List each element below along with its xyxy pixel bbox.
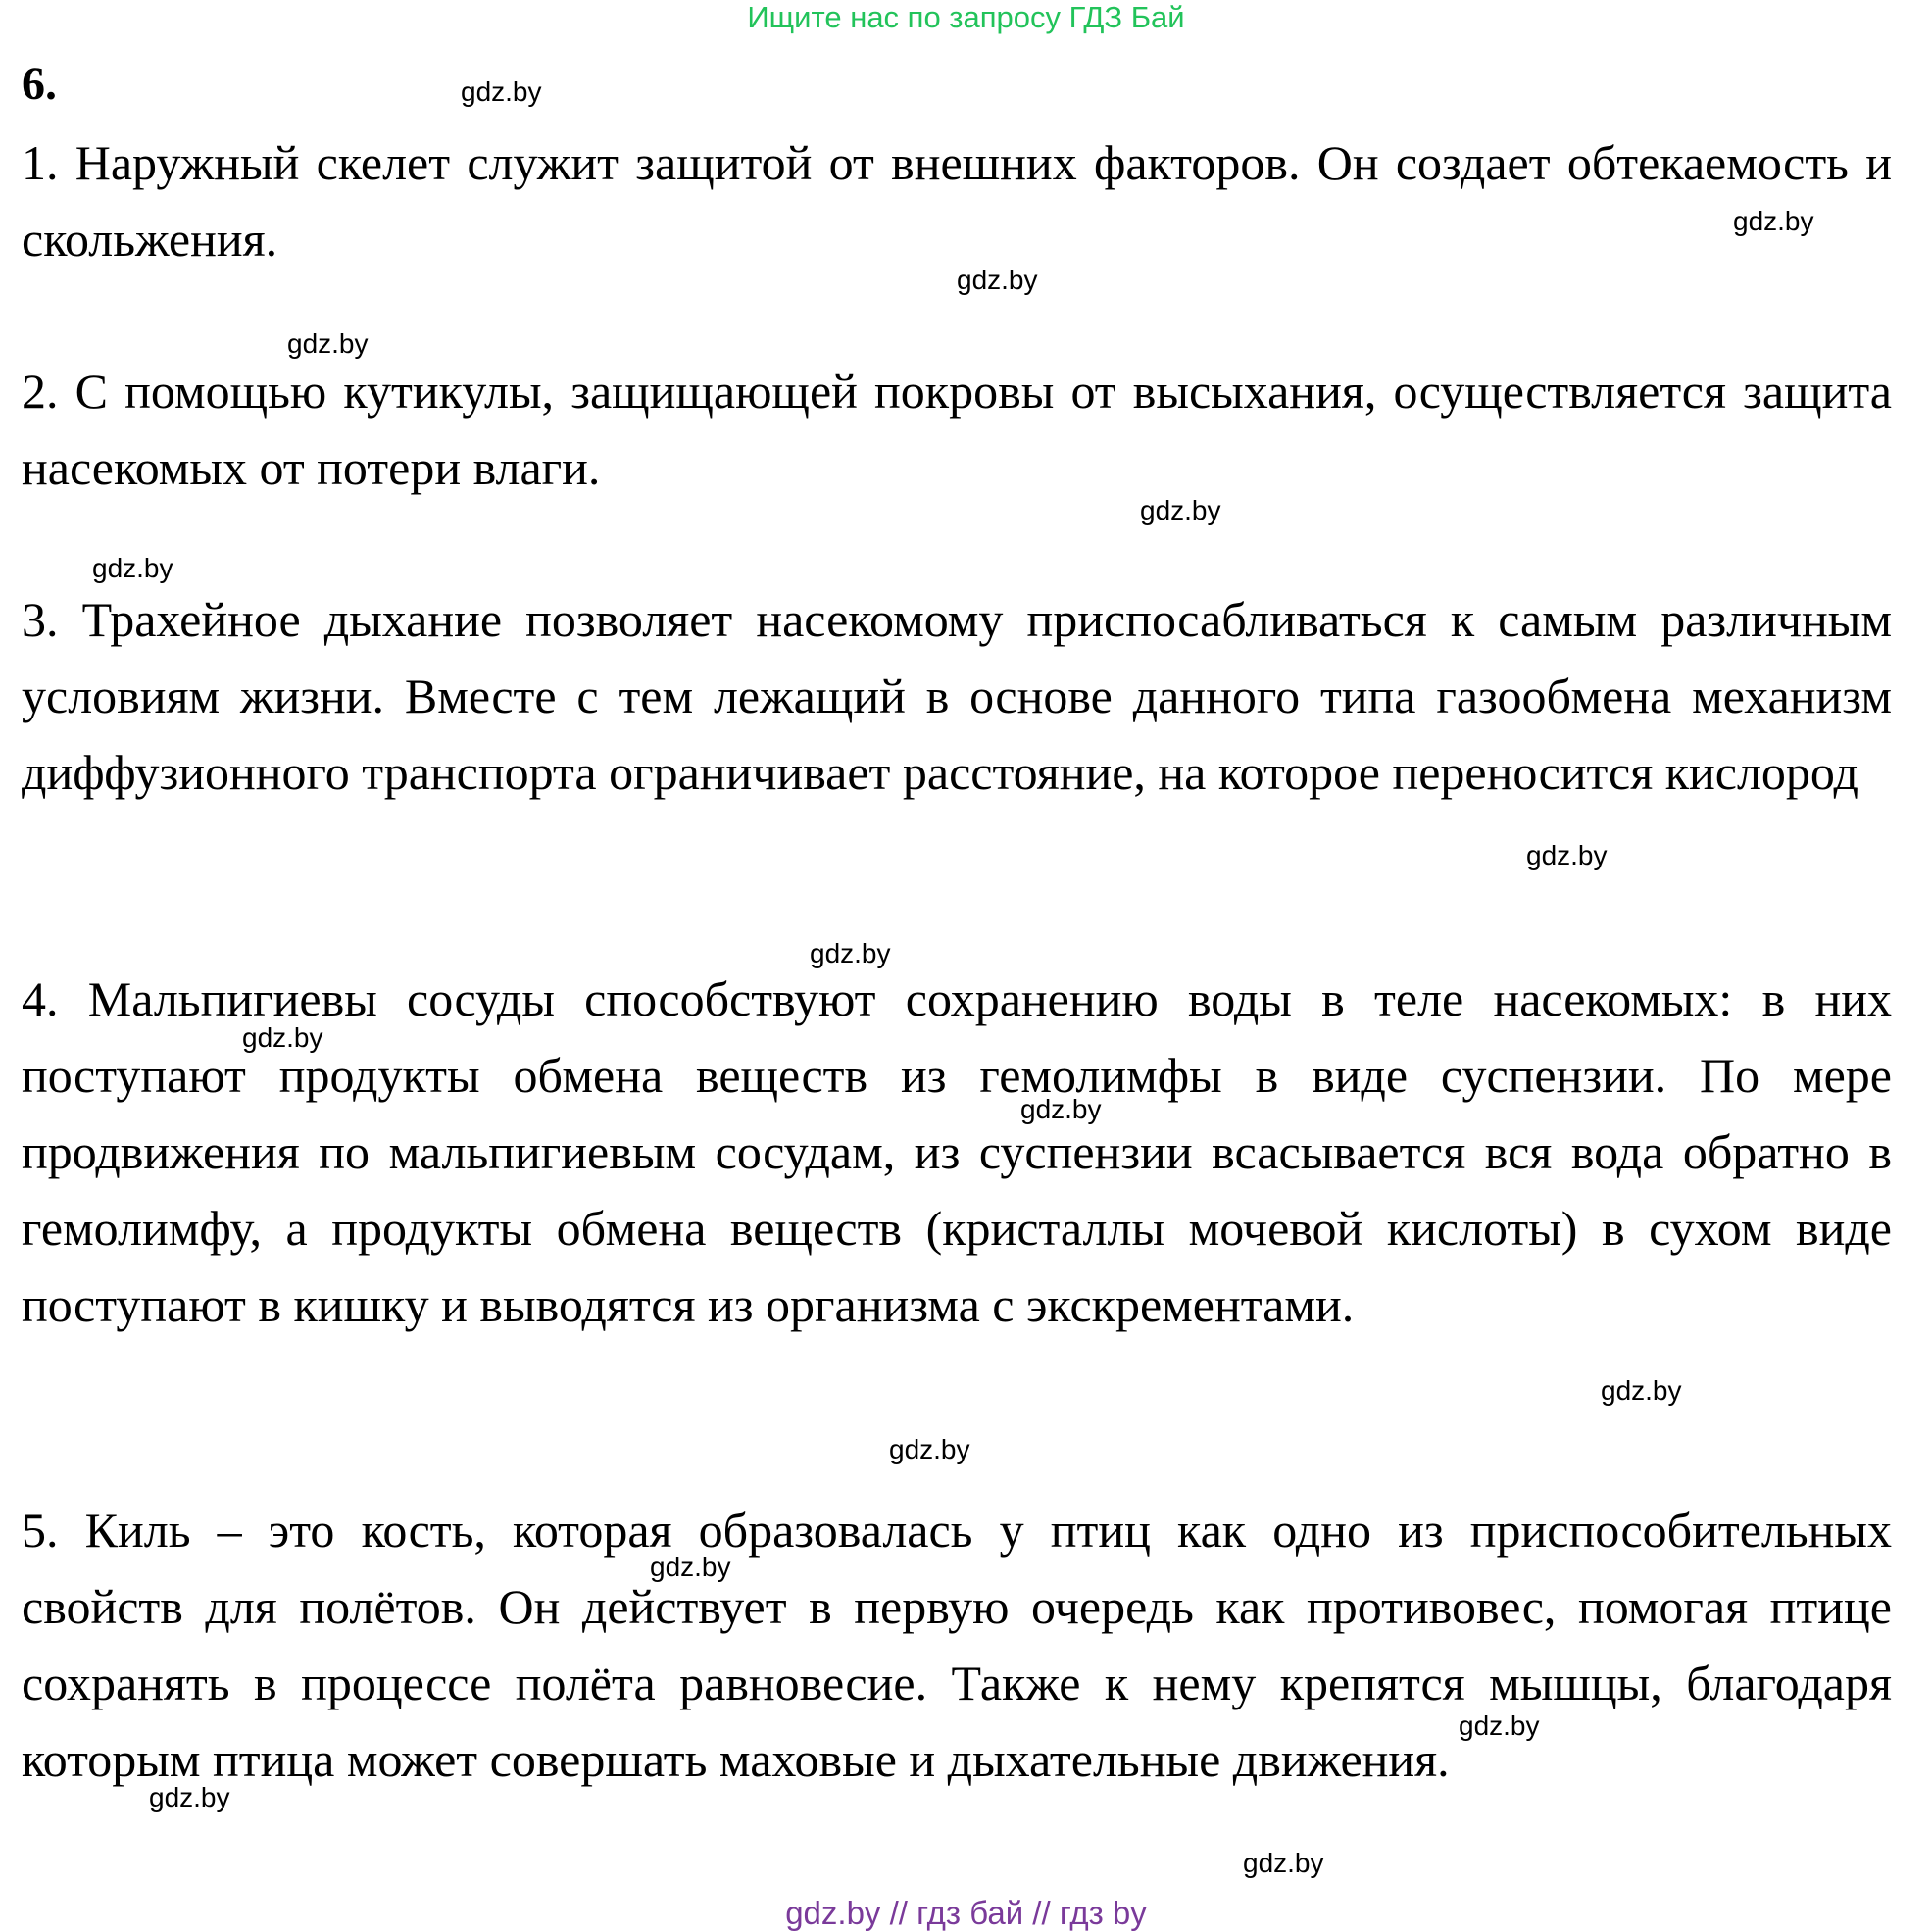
watermark: gdz.by <box>650 1552 731 1582</box>
watermark: gdz.by <box>1733 206 1814 236</box>
watermark: gdz.by <box>287 328 369 359</box>
watermark: gdz.by <box>1140 495 1221 525</box>
answer-paragraph-1: 1. Наружный скелет служит защитой от внешних факторов. Он создает обтекаемость и скольжения. <box>22 135 1892 267</box>
watermark: gdz.by <box>810 938 891 968</box>
watermark: gdz.by <box>1526 840 1608 870</box>
watermark: gdz.by <box>1601 1375 1682 1406</box>
watermark: gdz.by <box>242 1022 323 1053</box>
watermark: gdz.by <box>1459 1710 1540 1741</box>
watermark: gdz.by <box>92 553 173 583</box>
watermark: gdz.by <box>957 265 1038 295</box>
answer-paragraph-5: 5. Киль – это кость, которая образовалась у птиц как одно из приспособительных свойств для полётов. Он действует в первую очередь как противовес, помогая птице сохранять в процессе полёта равновесие. Также к нему крепятся мышцы, благодаря которым птица может совершать маховые и дыхательные движения. <box>22 1503 1892 1787</box>
top-banner: Ищите нас по запросу ГДЗ Бай <box>747 0 1185 34</box>
watermark: gdz.by <box>461 76 542 107</box>
answer-paragraph-4: 4. Мальпигиевы сосуды способствуют сохранению воды в теле насекомых: в них поступают продукты обмена веществ из гемолимфы в виде суспензии. По мере продвижения по мальпигиевым сосудам, из суспензии всасывается вся вода обратно в гемолимфу, а продукты обмена веществ (кристаллы мочевой кислоты) в сухом виде поступают в кишку и выводятся из организма с экскрементами. <box>22 971 1892 1332</box>
answer-paragraph-3: 3. Трахейное дыхание позволяет насекомому приспосабливаться к самым различным условиям жизни. Вместе с тем лежащий в основе данного типа газообмена механизм диффузионного транспорта ограничивает расстояние, на которое переносится кислород <box>22 592 1892 800</box>
watermark: gdz.by <box>1020 1094 1102 1124</box>
task-number: 6. <box>22 58 57 110</box>
footer-watermark: gdz.by // гдз бай // гдз by <box>785 1895 1147 1931</box>
watermark: gdz.by <box>149 1782 230 1812</box>
watermark: gdz.by <box>889 1434 970 1464</box>
answer-paragraph-2: 2. С помощью кутикулы, защищающей покровы от высыхания, осуществляется защита насекомых от потери влаги. <box>22 364 1892 495</box>
watermark: gdz.by <box>1243 1848 1324 1878</box>
